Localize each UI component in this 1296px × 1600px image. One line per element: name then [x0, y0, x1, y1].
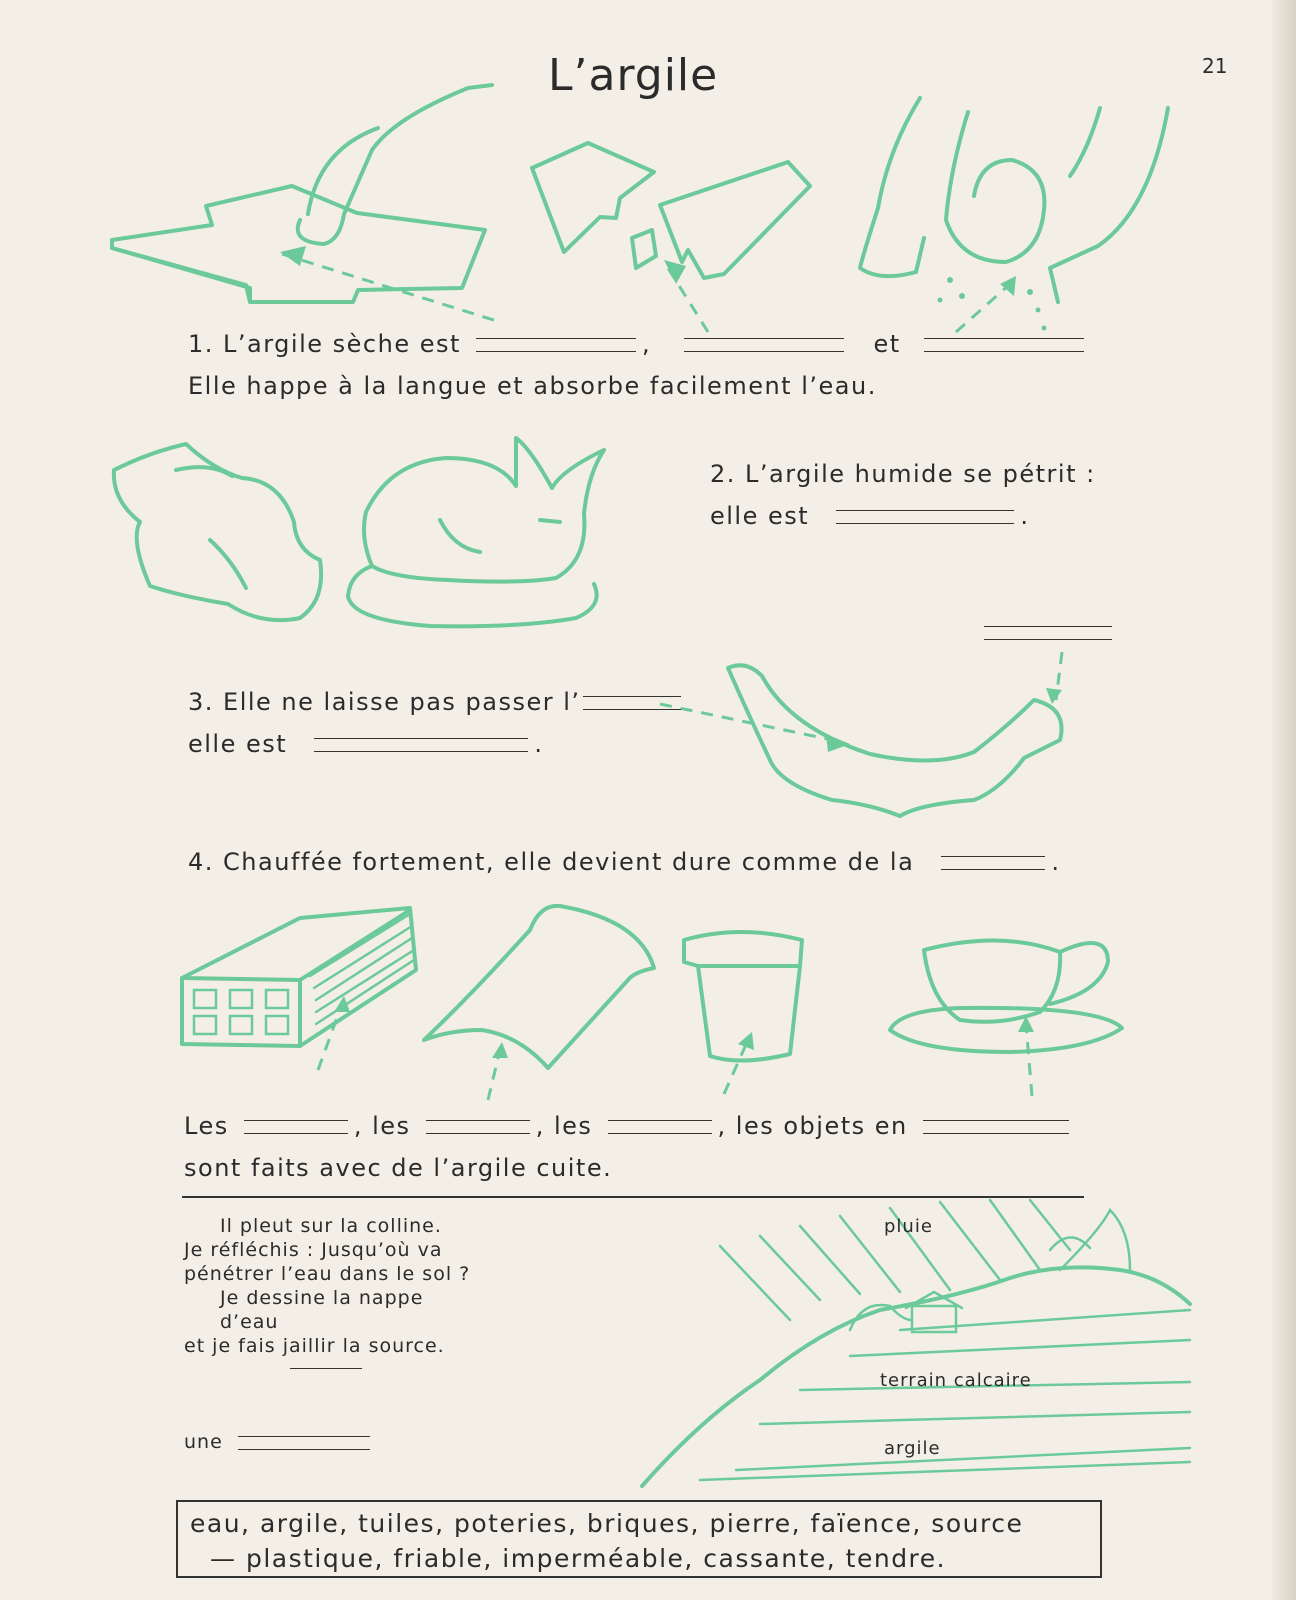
roof-tile-illustration — [424, 906, 654, 1100]
q2-text: elle est — [710, 502, 810, 530]
page-title: L’argile — [548, 50, 719, 101]
q5-blank-1[interactable] — [244, 1120, 348, 1134]
exercise-line: Il pleut sur la colline. — [220, 1215, 442, 1237]
q5-blank-3[interactable] — [608, 1120, 712, 1134]
q1-and: et — [873, 330, 901, 358]
exercise-line: et je fais jaillir la source. — [184, 1335, 445, 1357]
page-number: 21 — [1202, 54, 1228, 78]
question-5-line-2: sont faits avec de l’argile cuite. — [184, 1154, 613, 1182]
q5-les-1: Les — [184, 1112, 229, 1140]
question-1-line-1 — [188, 330, 1090, 358]
exercise-text — [184, 1214, 480, 1358]
exercise-line: Je dessine la nappe d’eau — [220, 1287, 424, 1333]
q3-blank-2[interactable] — [314, 738, 528, 752]
fingers-crumbling-illustration — [860, 98, 1168, 332]
q3-period: . — [534, 730, 544, 758]
clay-dish-illustration — [660, 652, 1062, 816]
brick-illustration — [182, 908, 416, 1070]
q3-text-2: elle est — [188, 730, 288, 758]
cup-saucer-illustration — [890, 940, 1122, 1096]
clay-slab-finger-illustration — [112, 85, 500, 322]
q1-comma: , — [642, 330, 652, 358]
clay-label: argile — [884, 1438, 941, 1459]
q3-blank-1[interactable] — [583, 696, 681, 710]
word-bank-line-1: eau, argile, tuiles, poteries, briques, pierre, faïence, source — [190, 1509, 1024, 1538]
clay-lump-illustration — [114, 444, 321, 620]
exercise-line: Je réfléchis : Jusqu’où va — [184, 1239, 443, 1261]
q4-blank[interactable] — [941, 856, 1045, 870]
q3-text: 3. Elle ne laisse pas passer l’ — [188, 688, 581, 716]
q4-period: . — [1051, 848, 1061, 876]
q5-blank-2[interactable] — [426, 1120, 530, 1134]
rain-label: pluie — [884, 1216, 933, 1237]
limestone-label: terrain calcaire — [880, 1370, 1032, 1391]
question-2-line-1: 2. L’argile humide se pétrit : — [710, 460, 1096, 488]
exercise-blank-short[interactable] — [290, 1368, 362, 1369]
q2-blank[interactable] — [836, 510, 1014, 524]
q1-blank-3[interactable] — [924, 338, 1084, 352]
q1-text: 1. L’argile sèche est — [188, 330, 461, 358]
q5-les-4: , les objets en — [717, 1112, 908, 1140]
exercise-line: pénétrer l’eau dans le sol ? — [184, 1263, 471, 1285]
section-divider — [182, 1196, 1084, 1198]
q1-blank-1[interactable] — [476, 338, 636, 352]
question-5-line-1 — [184, 1112, 1075, 1140]
question-4-line — [188, 848, 1061, 876]
flower-pot-illustration — [684, 932, 802, 1094]
q2b-blank-above-dish[interactable] — [984, 626, 1112, 640]
q4-text: 4. Chauffée fortement, elle devient dure comme de la — [188, 848, 915, 876]
une-label: une — [184, 1431, 223, 1453]
q5-blank-4[interactable] — [923, 1120, 1069, 1134]
question-2-line-2 — [710, 502, 1029, 530]
q5-les-3: , les — [535, 1112, 593, 1140]
q1-blank-2[interactable] — [684, 338, 844, 352]
word-bank-line-2: — plastique, friable, imperméable, cassante, tendre. — [210, 1544, 947, 1573]
word-bank-box — [176, 1500, 1102, 1578]
question-3-line-2 — [188, 730, 543, 758]
question-1-line-2: Elle happe à la langue et absorbe facilement l’eau. — [188, 372, 877, 400]
une-blank[interactable] — [238, 1436, 370, 1450]
question-3-line-1 — [188, 688, 687, 716]
exercise-une-line — [184, 1430, 376, 1454]
q5-les-2: , les — [353, 1112, 411, 1140]
broken-clay-pieces-illustration — [532, 143, 810, 332]
q2-period: . — [1020, 502, 1030, 530]
clay-rabbit-illustration — [348, 438, 604, 626]
